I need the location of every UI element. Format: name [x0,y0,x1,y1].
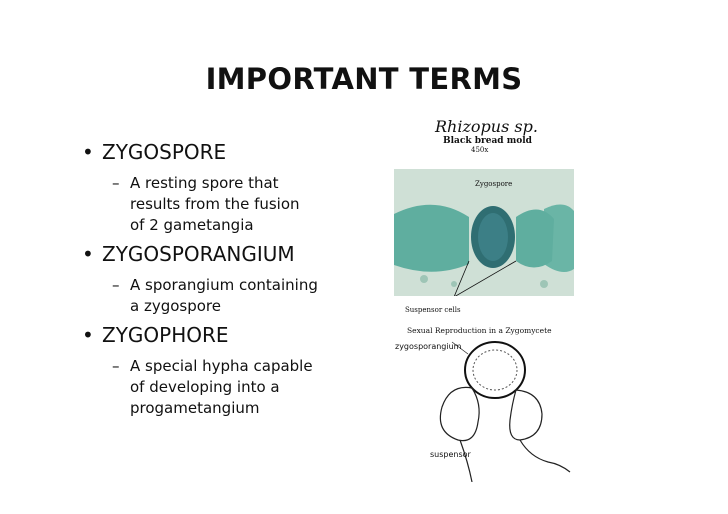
bullet-icon: • [82,242,94,266]
label-zygosporangium: zygosporangium [395,342,462,351]
definition-line: progametangium [130,399,260,417]
term-item-zygospore [82,140,382,236]
label-zygospore: Zygospore [475,180,513,188]
label-suspensor: suspensor [430,450,471,459]
dash-icon: – [112,174,120,192]
term-name: ZYGOSPORE [102,140,227,164]
term-item-zygosporangium [82,242,382,317]
definition-line: a zygospore [130,297,221,315]
definition-line: A special hypha capable [130,357,313,375]
figure-caption: Sexual Reproduction in a Zygomycete [407,326,552,335]
micrograph-image [394,169,574,296]
figure-magnification: 450x [471,146,489,154]
slide-title: IMPORTANT TERMS [205,62,523,96]
term-item-zygophore [82,323,382,419]
definition-line: of developing into a [130,378,280,396]
terms-list [82,140,382,425]
label-suspensor-cells: Suspensor cells [405,306,461,314]
bullet-icon: • [82,323,94,347]
definition-line: A sporangium containing [130,276,318,294]
dash-icon: – [112,357,120,375]
figure-subtitle: Black bread mold [443,136,532,146]
term-name: ZYGOSPORANGIUM [102,242,295,266]
definition-line: results from the fusion [130,195,300,213]
term-name: ZYGOPHORE [102,323,229,347]
definition-line: A resting spore that [130,174,279,192]
figure-title: Rhizopus sp. [435,117,538,136]
bullet-icon: • [82,140,94,164]
rhizopus-figure [375,112,585,484]
dash-icon: – [112,276,120,294]
definition-line: of 2 gametangia [130,216,254,234]
